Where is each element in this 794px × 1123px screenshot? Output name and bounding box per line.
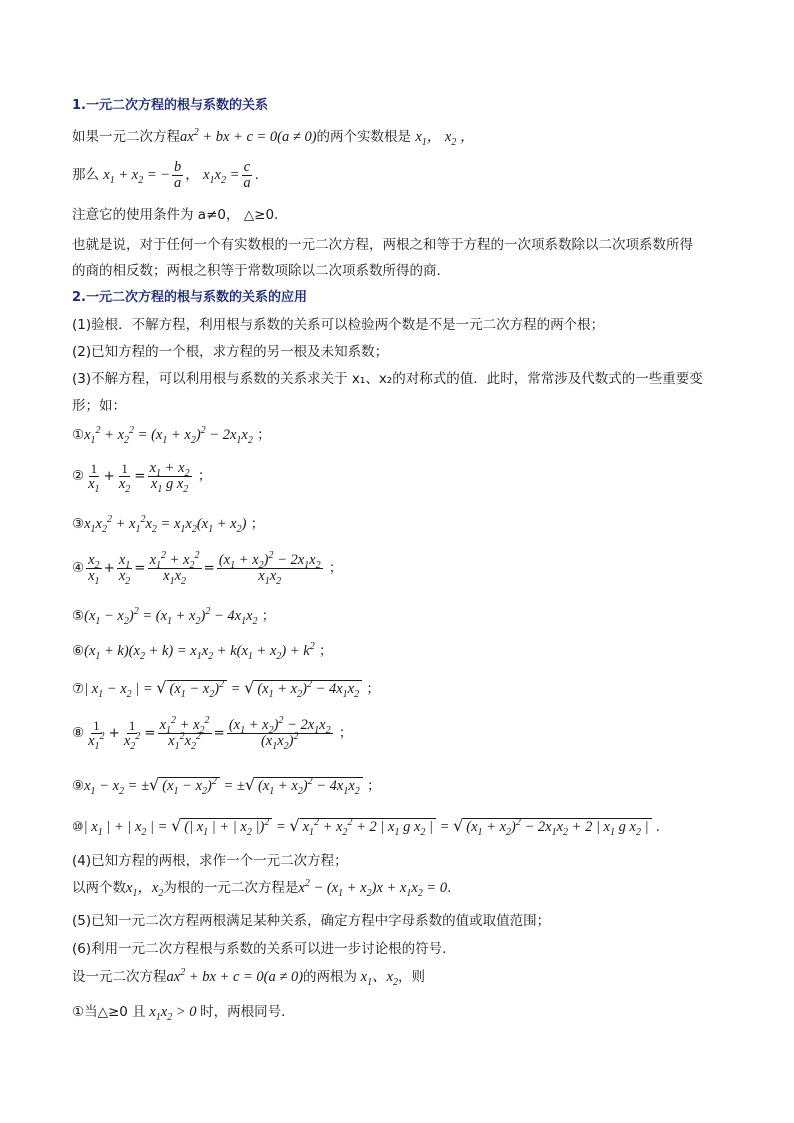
identity-8: ⑧ $\frac{1}{x_1^2}$ + $\frac{1}{x_2^2}$ = $\frac{x_1^2 + x_2^2}{x_1^2x_2^2}$ = $\frac{(x_1 + x_2)^2 - 2x_1x_2}{(x_1x_2)^2}$ ；	[72, 714, 353, 752]
identity-7: ⑦| $x_1 - x_2$ | = √ $(x_1 - x_2)^2$ = √ $(x_1 + x_2)^2 - 4x_1x_2$ ；	[72, 678, 380, 700]
identity-2: ② $\frac{1}{x_1}$ + $\frac{1}{x_2}$ = $\frac{x_1 + x_2}{x_1 g x_2}$ ；	[72, 459, 212, 495]
application-item-4: (4)已知方程的两根，求作一个一元二次方程；	[72, 853, 348, 869]
usage-condition: 注意它的使用条件为 a≠0， △≥0.	[72, 207, 279, 223]
identity-4: ④ $\frac{x_2}{x_1}$ + $\frac{x_1}{x_2}$ = $\frac{x_1^2 + x_2^2}{x_1x_2}$ = $\frac{(x_1 + x_2)^2 - 2x_1x_2}{x_1x_2}$ ；	[72, 549, 343, 587]
vieta-formulas: 那么 $x_1 + x_2$ = − $\frac{b}{a}$ ， $x_1x_2$ = $\frac{c}{a}$ .	[72, 158, 259, 191]
text-segment: 的两个实数根是	[316, 129, 412, 145]
text-segment: 那么	[72, 167, 99, 183]
vieta-statement	[72, 128, 474, 146]
sign-case-1: ①当△≥0 且 $x_1x_2 > 0$ 时，两根同号．	[72, 1004, 295, 1023]
explanation-line-2: 的商的相反数；两根之积等于常数项除以二次项系数所得的商.	[72, 263, 441, 279]
identity-9: $⑨x_1 - x_2$ = ±√ $(x_1 - x_2)^2$ = ±√ $(x_1 + x_2)^2 - 4x_1x_2$ ；	[72, 775, 381, 797]
sign-setup: 设一元二次方程$ax^2$ + bx + c = 0(a ≠ 0)的两根为 $x_1$、$x_2$，则	[72, 967, 426, 988]
section-2-title: 2.一元二次方程的根与系数的关系的应用	[72, 290, 307, 305]
text-segment: 如果一元二次方程	[72, 129, 180, 145]
construct-equation: 以两个数$x_1$，$x_2$为根的一元二次方程是$x^2 - (x_1 + x_2)x + x_1x_2 = 0$.	[72, 878, 452, 899]
application-item-3-a: (3)不解方程，可以利用根与系数的关系求关于 x₁、x₂的对称式的值．此时，常常涉及代数式的一些重要变	[72, 371, 703, 387]
identity-10: ⑩| $x_1$ | + | $x_2$ | = √ (| $x_1$ | + | $x_2$ |)$^2$ = √ $x_1^2 + x_2^2 + 2$ | $x_1$ g $x_2$ | = √ $(x_1 + x_2)^2 - 2x_1x_2 + 2$ | $x_1$ g $x_2$ | .	[72, 816, 660, 838]
section-1-title: 1.一元二次方程的根与系数的关系	[72, 98, 268, 113]
identity-1: $①x_1^2 + x_2^2 = (x_1 + x_2)^2 - 2x_1x_2$ ；	[72, 425, 271, 446]
identity-5: $⑤(x_1 - x_2)^2 = (x_1 + x_2)^2 - 4x_1x_2$ ；	[72, 606, 276, 627]
application-item-2: (2)已知方程的一个根，求方程的另一根及未知系数；	[72, 344, 389, 360]
application-item-5: (5)已知一元二次方程两根满足某种关系，确定方程中字母系数的值或取值范围；	[72, 913, 551, 929]
roots: $x_1$， $x_2$ ，	[415, 129, 475, 148]
explanation-line-1: 也就是说，对于任何一个有实数根的一元二次方程，两根之和等于方程的一次项系数除以二次项系数所得	[72, 237, 693, 253]
quadratic-equation: $ax^2$ + bx + c = 0(a ≠ 0)	[180, 127, 317, 145]
identity-6: $⑥(x_1 + k)(x_2 + k) = x_1x_2 + k(x_1 + x_2) + k^2$ ；	[72, 641, 333, 662]
application-item-1: (1)验根．不解方程，利用根与系数的关系可以检验两个数是不是一元二次方程的两个根；	[72, 317, 605, 333]
application-item-6: (6)利用一元二次方程根与系数的关系可以进一步讨论根的符号.	[72, 941, 447, 957]
application-item-3-b: 形；如：	[72, 398, 126, 414]
identity-3: $③x_1x_2^2 + x_1^2x_2 = x_1x_2(x_1 + x_2)$ ；	[72, 514, 265, 535]
